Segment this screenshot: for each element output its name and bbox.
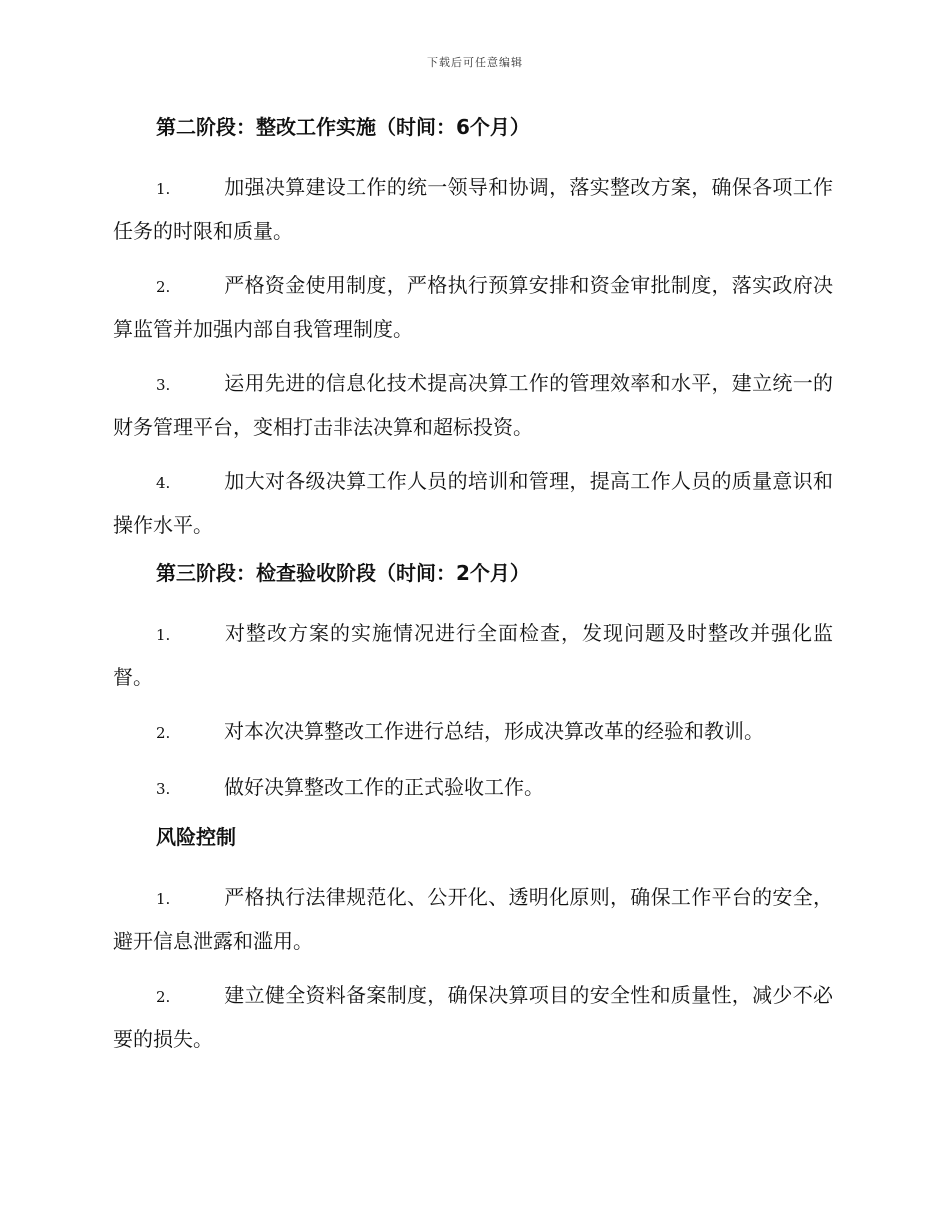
item-number: 3. — [156, 780, 171, 798]
item-text: 运用先进的信息化技术提高决算工作的管理效率和水平，建立统一的财务管理平台，变相打击非法决算和超标投资。 — [113, 371, 833, 439]
item-number: 4. — [156, 474, 171, 492]
item-number: 1. — [156, 180, 171, 198]
item-number: 1. — [156, 890, 171, 908]
section-heading: 第二阶段：整改工作实施（时间：6个月） — [156, 115, 530, 139]
item-text: 加强决算建设工作的统一领导和协调，落实整改方案，确保各项工作任务的时限和质量。 — [113, 175, 833, 243]
header-note: 下载后可任意编辑 — [427, 56, 523, 69]
list-item — [113, 876, 833, 962]
item-number: 2. — [156, 278, 171, 296]
item-number: 2. — [156, 988, 171, 1006]
item-text: 做好决算整改工作的正式验收工作。 — [224, 775, 544, 799]
list-item — [113, 362, 833, 448]
section-heading: 第三阶段：检查验收阶段（时间：2个月） — [156, 561, 530, 585]
list-item — [113, 766, 833, 810]
document-body — [113, 112, 833, 1072]
section-risk-control — [113, 822, 833, 1060]
item-text: 加大对各级决算工作人员的培训和管理，提高工作人员的质量意识和操作水平。 — [113, 469, 833, 537]
list-item — [113, 166, 833, 252]
item-text: 严格资金使用制度，严格执行预算安排和资金审批制度，落实政府决算监管并加强内部自我管理制度。 — [113, 273, 833, 341]
item-text: 建立健全资料备案制度，确保决算项目的安全性和质量性，减少不必要的损失。 — [113, 983, 833, 1051]
item-text: 对整改方案的实施情况进行全面检查，发现问题及时整改并强化监督。 — [113, 621, 833, 689]
list-item — [113, 612, 833, 698]
list-item — [113, 460, 833, 546]
section-stage-three — [113, 558, 833, 810]
item-number: 2. — [156, 724, 171, 742]
item-number: 1. — [156, 626, 171, 644]
section-heading: 风险控制 — [156, 825, 236, 849]
list-item — [113, 974, 833, 1060]
list-item — [113, 710, 833, 754]
item-text: 严格执行法律规范化、公开化、透明化原则，确保工作平台的安全，避开信息泄露和滥用。 — [113, 885, 833, 953]
item-number: 3. — [156, 376, 171, 394]
list-item — [113, 264, 833, 350]
section-stage-two — [113, 112, 833, 546]
item-text: 对本次决算整改工作进行总结，形成决算改革的经验和教训。 — [224, 719, 764, 743]
